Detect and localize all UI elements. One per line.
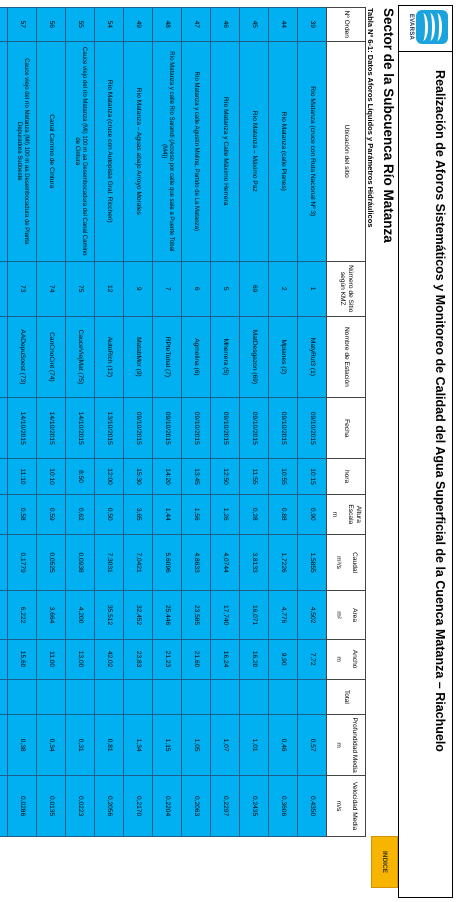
cell-orden [0,8,8,42]
cell-ubicacion: Río Matanza y calle Agustín Molina, Partido de La Matanza) [182,41,211,261]
cell-fecha: 13/10/2015 [95,398,124,459]
cell-hora: 10:55 [269,459,298,495]
cell-hora: 11:55 [240,459,269,495]
cell-ancho: 23,83 [124,639,153,679]
cell-orden: 47 [182,8,211,42]
table-row [8,8,37,837]
cell-numero: 2 [269,261,298,316]
cell-estacion: Mplanes (2) [269,316,298,398]
cell-ancho: 13,00 [66,639,95,679]
table-row [124,8,153,837]
header-caudal: Caudal m³/s [327,534,366,591]
cell-orden: 57 [8,8,37,42]
logo-text: EVARSA [408,13,414,41]
cell-total [240,679,269,715]
cell-numero: 12 [95,261,124,316]
cell-fecha: 09/10/2015 [269,398,298,459]
cell-altura: 0,50 [95,494,124,534]
table-row [66,8,95,837]
cell-orden: 49 [124,8,153,42]
cell-area: 4,502 [298,591,327,639]
cell-vel: 0,2297 [211,776,240,837]
cell-hora: 10:10 [37,459,66,495]
cell-caudal [0,534,8,591]
cell-estacion: MatabMor (9) [124,316,153,398]
cell-ubicacion: Canal Camino de Cintura [37,41,66,261]
cell-vel: 0,0223 [66,776,95,837]
header-hora: hora [327,459,366,495]
cell-caudal: 4,0744 [211,534,240,591]
cell-caudal: 7,0421 [124,534,153,591]
table-row [37,8,66,837]
cell-total [182,679,211,715]
cell-caudal: 1,5855 [298,534,327,591]
cell-numero: 1 [298,261,327,316]
table-row [153,8,182,837]
cell-total [298,679,327,715]
cell-vel: 0,2204 [153,776,182,837]
cell-vel: 0,4350 [298,776,327,837]
header-vel: Velocidad Media m/s [327,776,366,837]
section-title: Sector de la Subcuenca Río Matanza [381,8,396,243]
cell-orden: 44 [269,8,298,42]
cell-orden: 39 [298,8,327,42]
cell-area: 32,452 [124,591,153,639]
cell-prof: 1,07 [211,715,240,776]
cell-numero [0,261,8,316]
cell-prof: 1,01 [240,715,269,776]
cell-ancho: 21,23 [153,639,182,679]
table-row [95,8,124,837]
cell-altura: 0,59 [37,494,66,534]
cell-vel: 0,2063 [182,776,211,837]
cell-ubicacion: Río Matanza – Máximo Paz [240,41,269,261]
cell-caudal: 0,0938 [66,534,95,591]
cell-fecha: 09/10/2015 [211,398,240,459]
cell-fecha: 09/10/2015 [124,398,153,459]
cell-fecha: 14/10/2015 [66,398,95,459]
water-logo-icon [416,10,448,44]
cell-altura: 0,90 [298,494,327,534]
cell-estacion: AutoRich (12) [95,316,124,398]
cell-vel: 0,0286 [8,776,37,837]
cell-total [0,679,8,715]
cell-estacion [0,316,8,398]
cell-area: 17,740 [211,591,240,639]
cell-hora: 15:30 [124,459,153,495]
cell-estacion: MatDesgazon (69) [240,316,269,398]
table-caption: Tabla Nº 6-1: Datos Aforos Líquidos y Parámetros Hidráulicos [366,8,375,228]
cell-altura [0,494,8,534]
table-row [211,8,240,837]
cell-hora: 12:00 [95,459,124,495]
cell-prof: 0,31 [66,715,95,776]
cell-total [66,679,95,715]
table-row [182,8,211,837]
cell-area: 3,664 [37,591,66,639]
unit-vel: m/s [335,800,342,812]
cell-ancho: 16,20 [240,639,269,679]
cell-orden: 45 [240,8,269,42]
cell-numero: 6 [182,261,211,316]
cell-caudal: 0,1779 [8,534,37,591]
page-header [398,5,453,898]
cell-prof: 0,46 [269,715,298,776]
cell-hora: 11:10 [8,459,37,495]
cell-vel: 0,2056 [95,776,124,837]
cell-vel: 0,3606 [269,776,298,837]
table-row [269,8,298,837]
cell-altura: 0,28 [240,494,269,534]
cell-total [269,679,298,715]
header-area: Area m² [327,591,366,639]
cell-prof: 0,34 [37,715,66,776]
cell-hora: 10:15 [298,459,327,495]
cell-vel: 0,2435 [240,776,269,837]
cell-ancho: 15,60 [8,639,37,679]
cell-area: 4,776 [269,591,298,639]
cell-estacion: CanCnoCint (74) [37,316,66,398]
cell-ubicacion: Río Matanza (calle Planes) [269,41,298,261]
unit-altura: m [331,511,338,518]
table-row [0,8,8,837]
cell-orden: 46 [211,8,240,42]
cell-fecha [0,398,8,459]
cell-ubicacion: Cauce viejo del río Matanza (MI) 100 m aa Desembocadura de Planta Depuradora Sudoeste [8,41,37,261]
unit-prof: m [335,742,342,748]
cell-caudal: 3,8133 [240,534,269,591]
header-total: Total [327,679,366,715]
cell-area: 35,512 [95,591,124,639]
cell-fecha: 09/10/2015 [298,398,327,459]
table-row [298,8,327,837]
cell-orden: 48 [153,8,182,42]
cell-numero: 69 [240,261,269,316]
cell-area: 4,200 [66,591,95,639]
cell-caudal: 1,7226 [269,534,298,591]
cell-estacion: CauceViejMat (75) [66,316,95,398]
cell-numero: 5 [211,261,240,316]
cell-fecha: 09/10/2015 [153,398,182,459]
cell-prof [0,715,8,776]
cell-ancho: 42,02 [95,639,124,679]
cell-area [0,591,8,639]
cell-orden: 56 [37,8,66,42]
cell-area: 25,446 [153,591,182,639]
cell-prof: 0,38 [8,715,37,776]
cell-fecha: 14/10/2015 [8,398,37,459]
document-title: Realización de Aforos Sistemáticos y Monitoreo de Calidad del Agua Superficial de la Cuenca Matanza – Riachuelo [433,70,447,752]
cell-hora: 12:50 [211,459,240,495]
cell-ancho: 9,90 [269,639,298,679]
header-prof: Profundidad Media m [327,715,366,776]
table-header-row [327,8,366,837]
cell-area: 23,585 [182,591,211,639]
cell-vel [0,776,8,837]
cell-ancho: 21,60 [182,639,211,679]
cell-ubicacion: Río Matanza y Calle Máximo Herrera [211,41,240,261]
cell-orden: 55 [66,8,95,42]
header-divider [399,51,452,52]
cell-estacion: RPteTobal (7) [153,316,182,398]
cell-altura: 1,26 [211,494,240,534]
header-estacion: Nombre de Estación [327,316,366,398]
cell-altura: 1,44 [153,494,182,534]
cell-total [211,679,240,715]
header-numero: Número de Sitio según KMZ [327,261,366,316]
cell-ancho: 16,24 [211,639,240,679]
cell-caudal: 0,0525 [37,534,66,591]
cell-total [37,679,66,715]
cell-numero: 75 [66,261,95,316]
cell-orden: 54 [95,8,124,42]
cell-altura: 1,56 [182,494,211,534]
cell-ubicacion: Río Matanza (cruce con Ruta Nacional Nº 3) [298,41,327,261]
cell-prof: 0,81 [95,715,124,776]
cell-ancho [0,639,8,679]
cell-total [8,679,37,715]
cell-area: 16,071 [240,591,269,639]
cell-fecha: 14/10/2015 [37,398,66,459]
cell-numero: 9 [124,261,153,316]
cell-hora: 13:45 [182,459,211,495]
cell-ancho: 7,72 [298,639,327,679]
cell-prof: 0,57 [298,715,327,776]
cell-ubicacion: Río Matanza y calle Río Sarandí (Acceso por calle que sale a Puente Tobal (M4)) [153,41,182,261]
cell-numero: 74 [37,261,66,316]
flow-gauging-table [0,7,366,837]
cell-altura: 0,58 [8,494,37,534]
cell-fecha: 09/10/2015 [182,398,211,459]
unit-caudal: m³/s [335,556,342,569]
cell-ubicacion: Río Matanza – Aguas abajo Arroyo Morales [124,41,153,261]
cell-caudal: 4,8633 [182,534,211,591]
header-altura: Altura Escala m [327,494,366,534]
cell-estacion: Agmolina (6) [182,316,211,398]
cell-prof: 1,15 [153,715,182,776]
cell-total [153,679,182,715]
cell-ubicacion: Cauce viejo del río Matanza (MI) 100 m aa Desembocadura del Canal Camino de Cintura [66,41,95,261]
cell-altura: 3,65 [124,494,153,534]
evarsa-logo [403,10,448,44]
header-orden: Nº Orden [327,8,366,42]
cell-ancho: 11,00 [37,639,66,679]
cell-caudal: 5,6096 [153,534,182,591]
cell-altura: 0,88 [269,494,298,534]
cell-area: 6,222 [8,591,37,639]
cell-estacion: MatyRut3 (1) [298,316,327,398]
header-ancho: Ancho m [327,639,366,679]
cell-numero: 7 [153,261,182,316]
cell-ubicacion [0,41,8,261]
unit-area: m² [335,611,342,619]
cell-prof: 1,34 [124,715,153,776]
cell-fecha: 09/10/2015 [240,398,269,459]
cell-numero: 73 [8,261,37,316]
cell-total [124,679,153,715]
cell-altura: 0,62 [66,494,95,534]
table-row [240,8,269,837]
cell-vel: 0,2170 [124,776,153,837]
cell-prof: 1,05 [182,715,211,776]
unit-ancho: m [335,656,342,662]
cell-estacion: Mherrera (5) [211,316,240,398]
cell-hora: 14:20 [153,459,182,495]
header-fecha: Fecha [327,398,366,459]
cell-ubicacion: Río Matanza (cruce con Autopista Gral. Riccheri) [95,41,124,261]
cell-vel: 0,0135 [37,776,66,837]
cell-total [95,679,124,715]
cell-estacion: AADepuSoest (73) [8,316,37,398]
header-ubicacion: Ubicación del sitio [327,41,366,261]
cell-hora [0,459,8,495]
cell-caudal: 7,3031 [95,534,124,591]
cell-hora: 8:50 [66,459,95,495]
index-button[interactable]: INDICE [371,836,398,888]
